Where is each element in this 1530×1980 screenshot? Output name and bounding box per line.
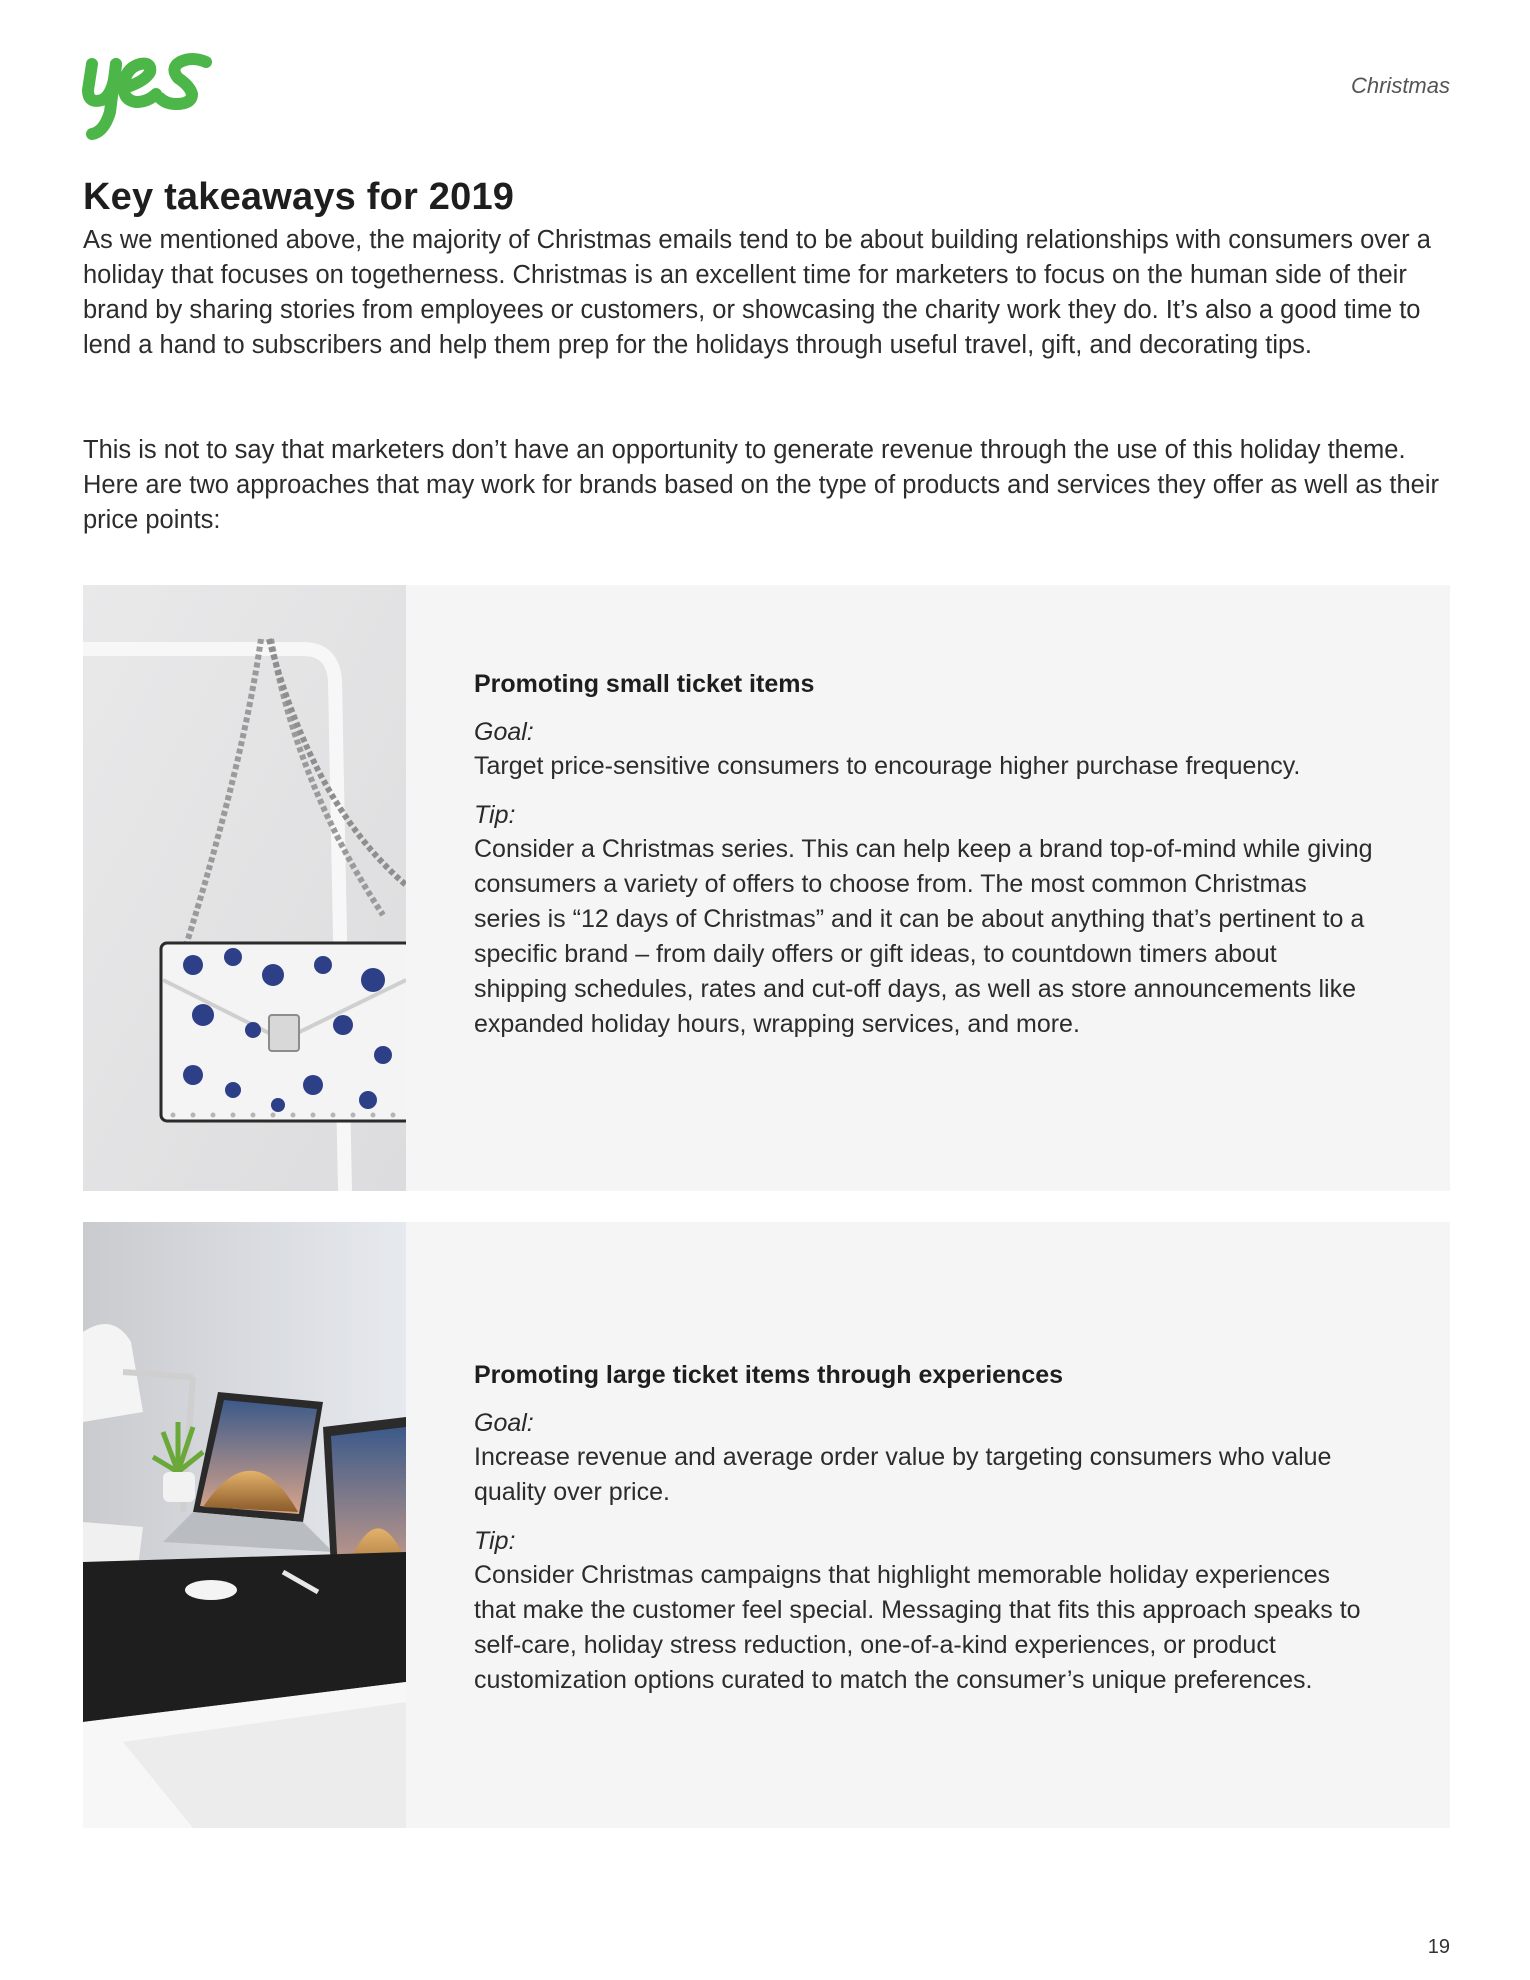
card-large-ticket bbox=[83, 1222, 1450, 1828]
page-title: Key takeaways for 2019 bbox=[83, 176, 515, 218]
yes-logo bbox=[80, 50, 215, 142]
goal-text: Increase revenue and average order value by targeting consumers who value quality over price. bbox=[474, 1443, 1332, 1506]
intro-paragraph: As we mentioned above, the majority of Christmas emails tend to be about building relationships with consumers over a holiday that focuses on togetherness. Christmas is an excellent time for marketers to focus on the human side of their brand by sharing stories from employees or customers, or showcasing the charity work they do. It’s also a good time to lend a hand to subscribers and help them prep for the holidays through useful travel, gift, and decorating tips. bbox=[83, 226, 1431, 359]
card-text bbox=[474, 1358, 1374, 1698]
tip-label: Tip: bbox=[474, 1527, 516, 1555]
tip-text: Consider Christmas campaigns that highlight memorable holiday experiences that make the customer feel special. Messaging that fits this approach speaks to self-care, holiday stress reduction, one-of-a-kind experiences, or product customization options curated to match the consumer’s unique preferences. bbox=[474, 1561, 1361, 1694]
goal-text: Target price-sensitive consumers to encourage higher purchase frequency. bbox=[474, 752, 1301, 780]
section-label: Christmas bbox=[1350, 73, 1450, 98]
approaches-paragraph: This is not to say that marketers don’t have an opportunity to generate revenue through the use of this holiday theme. Here are two approaches that may work for brands based on the type of products and services they offer as well as their price points: bbox=[83, 436, 1439, 534]
tip-text: Consider a Christmas series. This can help keep a brand top-of-mind while giving consumers a variety of offers to choose from. The most common Christmas series is “12 days of Christmas” and it can be about anything that’s pertinent to a specific brand – from daily offers or gift ideas, to countdown timers about shipping schedules, rates and cut-off days, as well as store announcements like expanded holiday hours, wrapping services, and more. bbox=[474, 835, 1373, 1038]
tip-label: Tip: bbox=[474, 801, 516, 829]
handbag-photo bbox=[83, 585, 406, 1191]
page-number: 19 bbox=[1427, 1936, 1450, 1958]
desk-laptop-photo bbox=[83, 1222, 406, 1828]
card-small-ticket bbox=[83, 585, 1450, 1191]
card-text bbox=[474, 667, 1374, 1042]
goal-label: Goal: bbox=[474, 718, 534, 746]
card-title: Promoting large ticket items through experiences bbox=[474, 1361, 1064, 1389]
goal-label: Goal: bbox=[474, 1409, 534, 1437]
card-title: Promoting small ticket items bbox=[474, 670, 815, 698]
